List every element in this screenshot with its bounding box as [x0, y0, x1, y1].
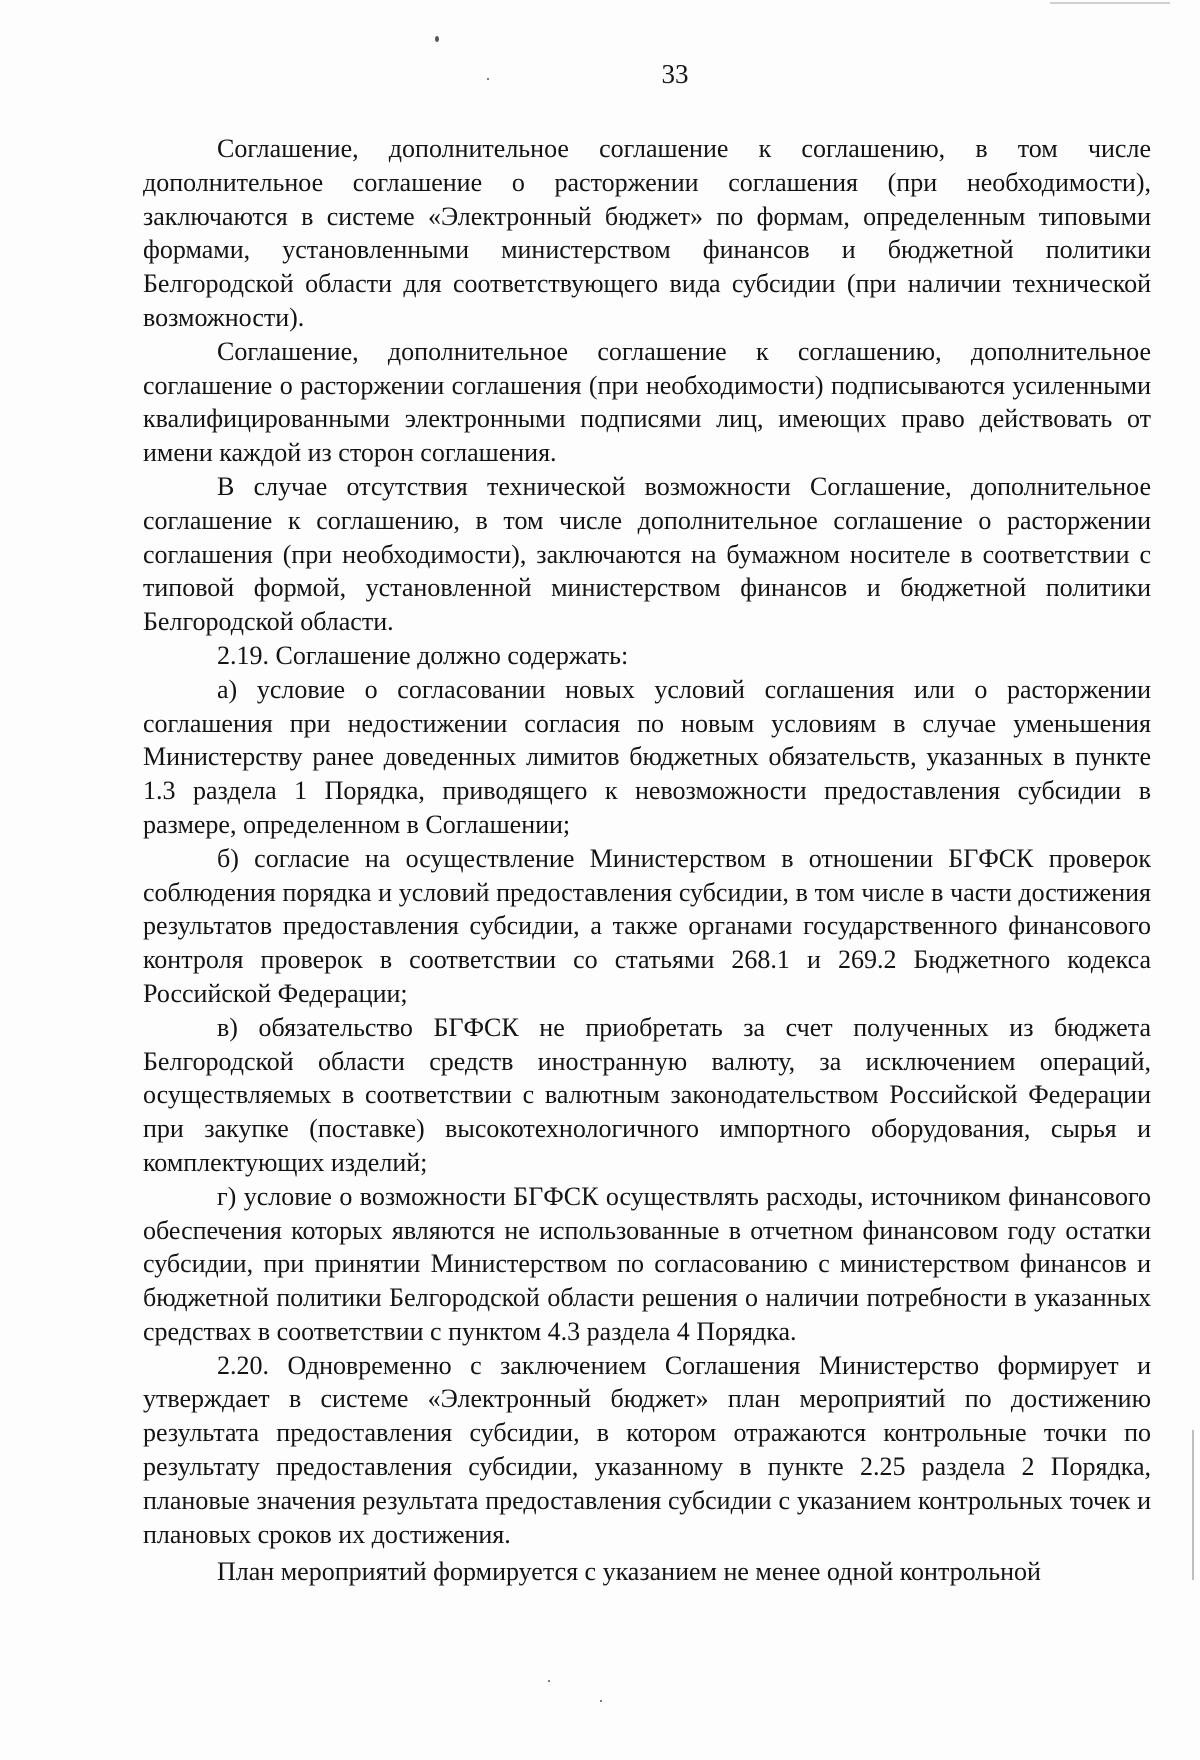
scan-speck — [548, 1680, 550, 1682]
scan-edge-mark — [1050, 2, 1170, 4]
section-heading: 2.19. Соглашение должно содержать: — [217, 640, 629, 670]
scan-speck — [600, 1700, 602, 1702]
list-item-b: б) согласие на осуществление Министерством в отношении БГФСК проверок соблюдения порядка и условий предоставления субсидии, в том числе в части достижения результатов предоставления субсидии, а также органами государственного финансового контроля проверок в соответствии со статьями 268.1 и 269.2 Бюджетного кодекса Российской Федерации; — [143, 843, 1151, 1008]
paragraph: 2.20. Одновременно с заключением Соглашения Министерство формирует и утверждает в системе «Электронный бюджет» план мероприятий по достижению результата предоставления субсидии, в котором отражаются контрольные точки по результату предоставления субсидии, указанному в пункте 2.25 раздела 2 Порядка, плановые значения результата предоставления субсидии с указанием контрольных точек и плановых сроков их достижения. — [143, 1350, 1151, 1549]
paragraph: В случае отсутствия технической возможности Соглашение, дополнительное соглашение к соглашению, в том числе дополнительное соглашение о расторжении соглашения (при необходимости), заключаются на бумажном носителе в соответствии с типовой формой, установленной министерством финансов и бюджетной политики Белгородской области. — [143, 471, 1151, 637]
page-number: 33 — [661, 59, 689, 89]
list-item-g: г) условие о возможности БГФСК осуществлять расходы, источником финансового обеспечения которых являются не использованные в отчетном финансовом году остатки субсидии, при принятии Министерством по согласованию с министерством финансов и бюджетной политики Белгородской области решения о наличии потребности в указанных средствах в соответствии с пунктом 4.3 раздела 4 Порядка. — [143, 1181, 1151, 1346]
scan-speck — [435, 36, 439, 42]
paragraph: План мероприятий формируется с указанием не менее одной контрольной — [217, 1557, 1041, 1587]
paragraph: Соглашение, дополнительное соглашение к соглашению, дополнительное соглашение о расторжении соглашения (при необходимости) подписываются усиленными квалифицированными электронными подписями лиц, имеющих право действовать от имени каждой из сторон соглашения. — [143, 336, 1151, 468]
paragraph: Соглашение, дополнительное соглашение к соглашению, в том числе дополнительное соглашение о расторжении соглашения (при необходимости), заключаются в системе «Электронный бюджет» по формам, определенным типовыми формами, установленными министерством финансов и бюджетной политики Белгородской области для соответствующего вида субсидии (при наличии технической возможности). — [143, 134, 1151, 332]
list-item-v: в) обязательство БГФСК не приобретать за счет полученных из бюджета Белгородской области средств иностранную валюту, за исключением операций, осуществляемых в соответствии с валютным законодательством Российской Федерации при закупке (поставке) высокотехнологичного импортного оборудования, сырья и комплектующих изделий; — [143, 1012, 1151, 1177]
list-item-a: а) условие о согласовании новых условий соглашения или о расторжении соглашения при недостижении согласия по новым условиям в случае уменьшения Министерству ранее доведенных лимитов бюджетных обязательств, указанных в пункте 1.3 раздела 1 Порядка, приводящего к невозможности предоставления субсидии в размере, определенном в Соглашении; — [143, 674, 1151, 839]
document-body — [143, 132, 1151, 1589]
scan-edge-mark — [1192, 1430, 1194, 1580]
